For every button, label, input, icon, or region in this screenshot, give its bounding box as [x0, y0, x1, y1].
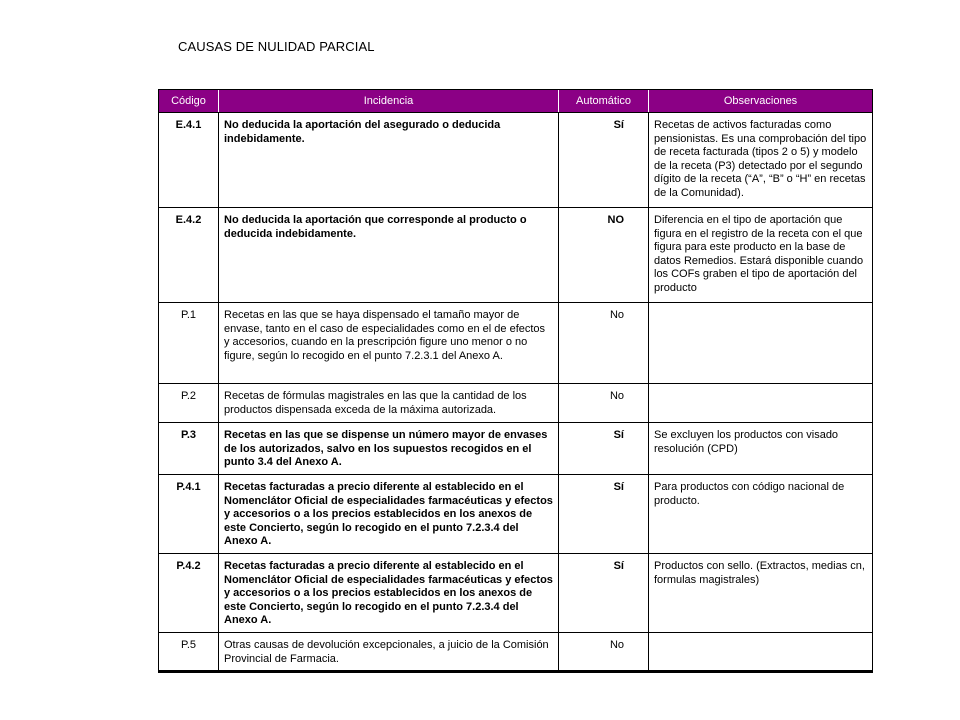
- cell-observations: Diferencia en el tipo de aportación que figura en el registro de la receta con el que figura para este producto en la base de datos Remedios. Estará disponible cuando los COFs graben el tipo de aportación del producto: [649, 208, 873, 303]
- cell-code: P.3: [159, 423, 219, 475]
- page-title: CAUSAS DE NULIDAD PARCIAL: [178, 39, 375, 54]
- cell-observations: [649, 633, 873, 672]
- cell-automatic: No: [559, 303, 649, 384]
- cell-incidence: Recetas facturadas a precio diferente al establecido en el Nomenclátor Oficial de especialidades farmacéuticas y efectos y accesorios o a los precios establecidos en los anexos de este Concierto, según lo recogido en el punto 7.2.3.4 del Anexo A.: [219, 475, 559, 554]
- cell-code: P.1: [159, 303, 219, 384]
- cell-observations: Para productos con código nacional de producto.: [649, 475, 873, 554]
- cell-incidence: No deducida la aportación del asegurado o deducida indebidamente.: [219, 113, 559, 208]
- table-row: [159, 113, 873, 208]
- table-row: [159, 208, 873, 303]
- cell-code: P.4.1: [159, 475, 219, 554]
- cell-observations: [649, 384, 873, 423]
- cell-automatic: NO: [559, 208, 649, 303]
- cell-observations: Recetas de activos facturadas como pensionistas. Es una comprobación del tipo de receta facturada (tipos 2 o 5) y modelo de la receta (P3) detectado por el segundo dígito de la receta (“A”, “B” o “H” en recetas de la Comunidad).: [649, 113, 873, 208]
- table-row: [159, 423, 873, 475]
- cell-observations: Productos con sello. (Extractos, medias cn, formulas magistrales): [649, 554, 873, 633]
- cell-code: E.4.1: [159, 113, 219, 208]
- cell-observations: Se excluyen los productos con visado resolución (CPD): [649, 423, 873, 475]
- column-header-incidence: Incidencia: [219, 90, 559, 113]
- cell-code: P.2: [159, 384, 219, 423]
- cell-incidence: Recetas en las que se dispense un número mayor de envases de los autorizados, salvo en los supuestos recogidos en el punto 3.4 del Anexo A.: [219, 423, 559, 475]
- cell-incidence: No deducida la aportación que corresponde al producto o deducida indebidamente.: [219, 208, 559, 303]
- cell-incidence: Recetas facturadas a precio diferente al establecido en el Nomenclátor Oficial de especialidades farmacéuticas y efectos y accesorios o a los precios establecidos en los anexos de este Concierto, según lo recogido en el punto 7.2.3.4 del Anexo A.: [219, 554, 559, 633]
- cell-automatic: Sí: [559, 554, 649, 633]
- table-row: [159, 384, 873, 423]
- cell-automatic: Sí: [559, 113, 649, 208]
- causes-table: [158, 89, 873, 673]
- cell-incidence: Recetas en las que se haya dispensado el tamaño mayor de envase, tanto en el caso de especialidades como en el de efectos y accesorios, cuando en la prescripción figure uno menor o no figure, según lo recogido en el punto 7.2.3.1 del Anexo A.: [219, 303, 559, 384]
- cell-code: P.4.2: [159, 554, 219, 633]
- column-header-code: Código: [159, 90, 219, 113]
- column-header-automatic: Automático: [559, 90, 649, 113]
- cell-incidence: Recetas de fórmulas magistrales en las que la cantidad de los productos dispensada exceda de la máxima autorizada.: [219, 384, 559, 423]
- table-row: [159, 475, 873, 554]
- cell-observations: [649, 303, 873, 384]
- column-header-observations: Observaciones: [649, 90, 873, 113]
- cell-code: P.5: [159, 633, 219, 672]
- table-header-row: [159, 90, 873, 113]
- cell-automatic: No: [559, 384, 649, 423]
- cell-automatic: Sí: [559, 423, 649, 475]
- cell-automatic: Sí: [559, 475, 649, 554]
- cell-code: E.4.2: [159, 208, 219, 303]
- cell-incidence: Otras causas de devolución excepcionales, a juicio de la Comisión Provincial de Farmacia.: [219, 633, 559, 672]
- table-row: [159, 303, 873, 384]
- table-row: [159, 554, 873, 633]
- table-row: [159, 633, 873, 672]
- cell-automatic: No: [559, 633, 649, 672]
